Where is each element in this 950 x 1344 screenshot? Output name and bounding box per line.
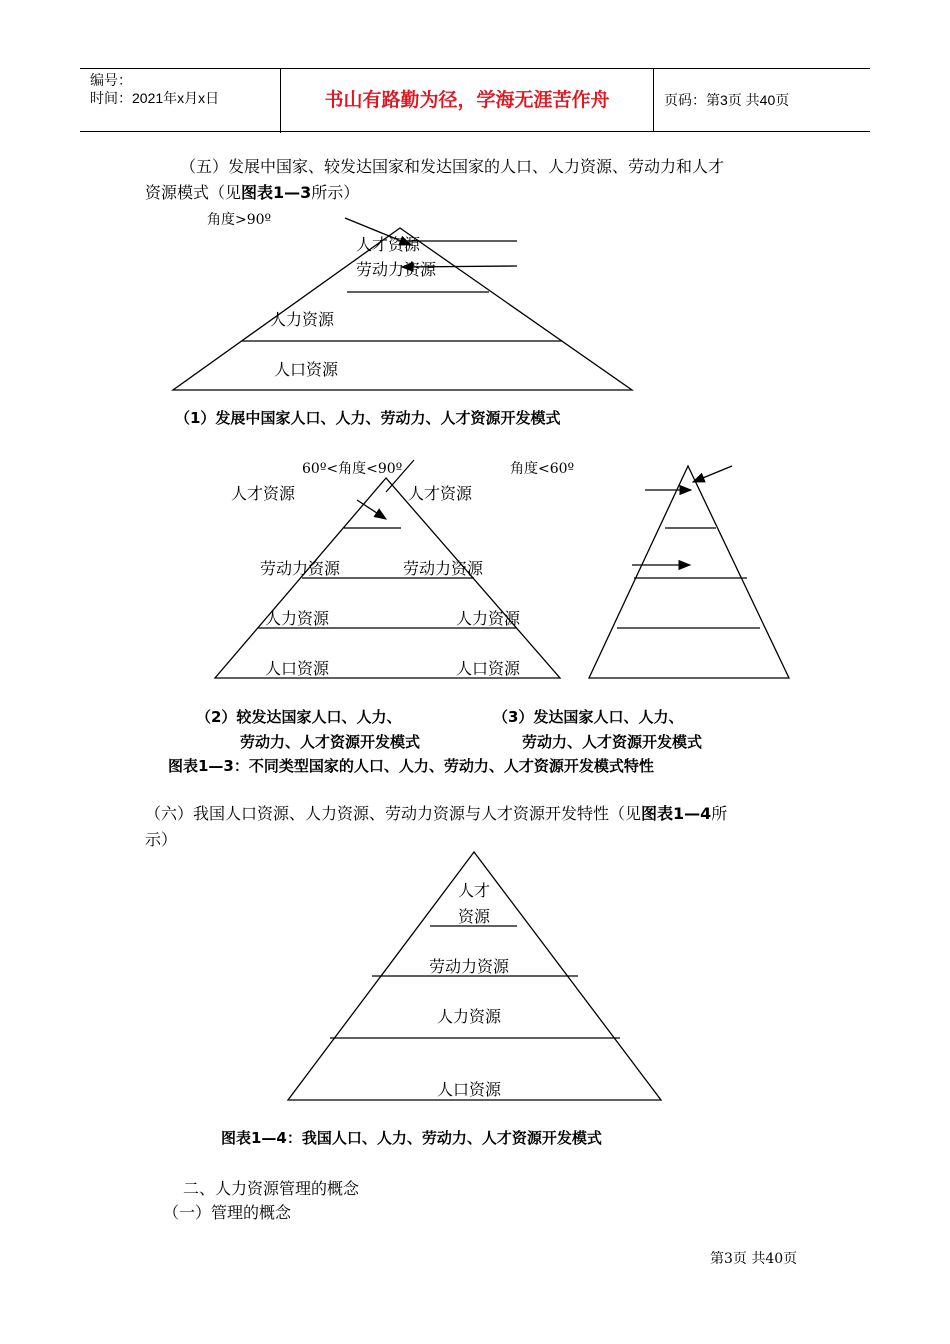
angle-label-1: 角度>90º xyxy=(207,212,272,228)
section5-figure-ref: 图表1—3 xyxy=(241,183,312,202)
section5-text: 资源模式（见 xyxy=(145,183,242,202)
angle-label-3: 角度<60º xyxy=(510,461,575,477)
arrow xyxy=(693,466,732,482)
layer-label: 人口资源 xyxy=(437,1080,502,1099)
section-two-heading: 二、人力资源管理的概念 xyxy=(183,1179,360,1198)
diagram3-caption-line2: 劳动力、人才资源开发模式 xyxy=(522,733,703,751)
layer-label: 人口资源 xyxy=(265,659,330,678)
angle-label-2: 60º<角度<90º xyxy=(302,461,403,477)
layer-label: 劳动力资源 xyxy=(356,260,437,279)
date-label: 时间：2021年x月x日 xyxy=(90,90,220,106)
number-label: 编号： xyxy=(90,72,132,88)
layer-label: 人才资源 xyxy=(356,235,421,254)
section5-line1: （五）发展中国家、较发达国家和发达国家的人口、人力资源、劳动力和人才 xyxy=(180,157,725,176)
figure13-caption: 图表1—3：不同类型国家的人口、人力、劳动力、人才资源开发模式特性 xyxy=(168,757,654,775)
layer-label: 人才资源 xyxy=(408,484,473,503)
layer-label: 人口资源 xyxy=(274,360,339,379)
section-two-sub-heading: （一）管理的概念 xyxy=(163,1203,292,1222)
section6-line1 xyxy=(145,801,727,827)
diagram2-caption-line1: （2）较发达国家人口、人力、 xyxy=(196,708,402,726)
diagram2-caption-line2: 劳动力、人才资源开发模式 xyxy=(240,733,421,751)
layer-label: 劳动力资源 xyxy=(403,559,484,578)
page-footer: 第3页 共40页 xyxy=(710,1251,798,1267)
layer-label: 人才 xyxy=(458,881,491,900)
layer-label: 人力资源 xyxy=(456,609,521,628)
layer-label: 人力资源 xyxy=(265,609,330,628)
header-page-label: 页码：第3页 共40页 xyxy=(664,92,790,108)
section5-text-end: 所示） xyxy=(311,183,360,202)
section6-text-end: 所 xyxy=(711,804,728,823)
diagram1-caption: （1）发展中国家人口、人力、劳动力、人才资源开发模式 xyxy=(175,409,561,427)
diagram3-caption-line1: （3）发达国家人口、人力、 xyxy=(493,708,684,726)
layer-label: 人口资源 xyxy=(456,659,521,678)
layer-label: 人力资源 xyxy=(270,310,335,329)
figure14-caption: 图表1—4：我国人口、人力、劳动力、人才资源开发模式 xyxy=(221,1129,602,1147)
layer-label: 人才资源 xyxy=(231,484,296,503)
section6-figure-ref: 图表1—4 xyxy=(641,804,712,823)
layer-label: 劳动力资源 xyxy=(260,559,341,578)
layer-label: 劳动力资源 xyxy=(429,957,510,976)
layer-label: 人力资源 xyxy=(437,1007,502,1026)
header-motto: 书山有路勤为径，学海无涯苦作舟 xyxy=(281,69,654,131)
layer-label: 资源 xyxy=(458,907,491,926)
section6-text: （六）我国人口资源、人力资源、劳动力资源与人才资源开发特性（见 xyxy=(145,804,642,823)
arrow xyxy=(357,500,386,519)
pyramid-developed xyxy=(589,466,789,678)
section6-line2: 示） xyxy=(145,830,178,849)
